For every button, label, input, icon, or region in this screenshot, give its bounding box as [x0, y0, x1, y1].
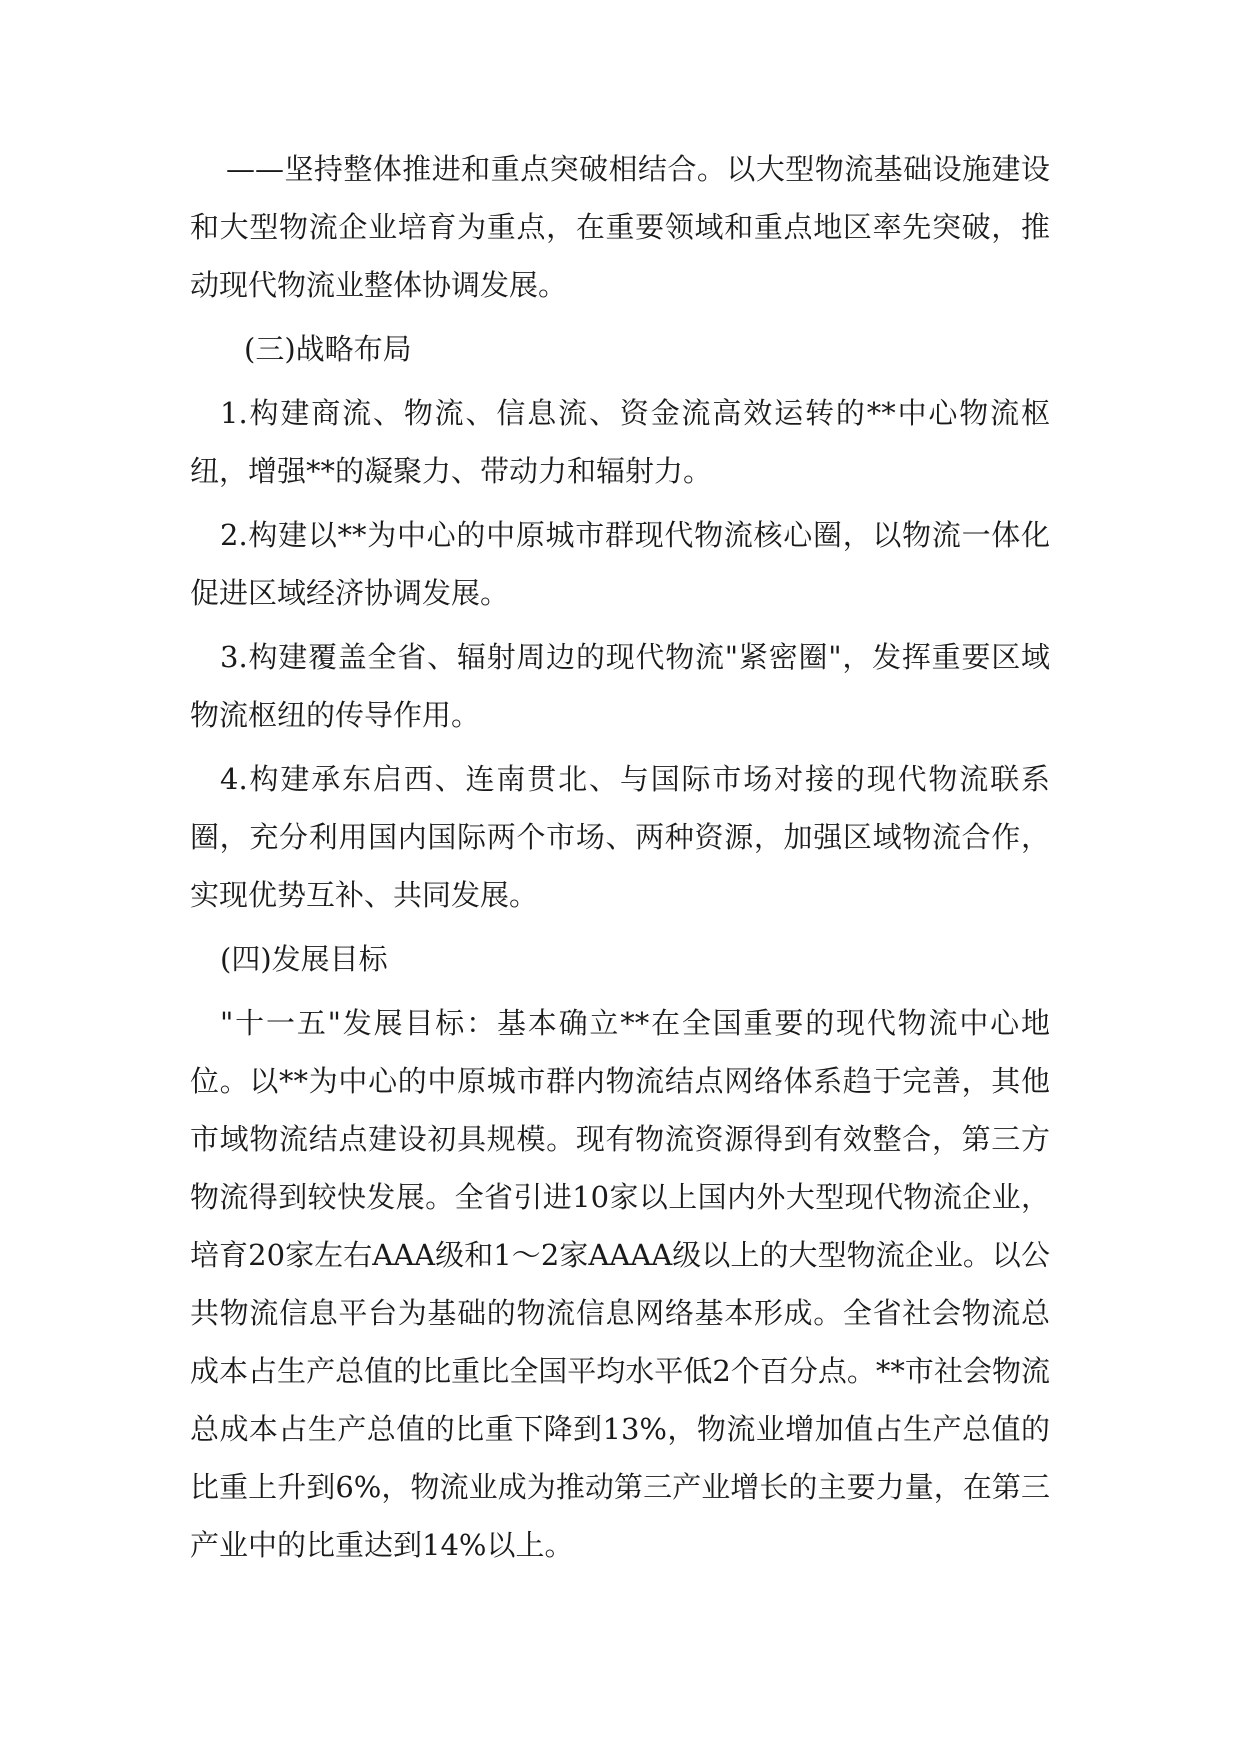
section-heading-strategic-layout: (三)战略布局 [244, 332, 412, 366]
list-item-3: 3.构建覆盖全省、辐射周边的现代物流"紧密圈"，发挥重要区域物流枢纽的传导作用。 [190, 640, 1050, 732]
paragraph-development-goals: "十一五"发展目标：基本确立**在全国重要的现代物流中心地位。以**为中心的中原城市群内物流结点网络体系趋于完善，其他市域物流结点建设初具规模。现有物流资源得到有效整合，第三方物流得到较快发展。全省引进10家以上国内外大型现代物流企业，培育20家左右AAA级和1～2家AAAA级以上的大型物流企业。以公共物流信息平台为基础的物流信息网络基本形成。全省社会物流总成本占生产总值的比重比全国平均水平低2个百分点。**市社会物流总成本占生产总值的比重下降到13%，物流业增加值占生产总值的比重上升到6%，物流业成为推动第三产业增长的主要力量，在第三产业中的比重达到14%以上。 [190, 1006, 1050, 1562]
document-body [190, 140, 1050, 1580]
list-item-2: 2.构建以**为中心的中原城市群现代物流核心圈，以物流一体化促进区域经济协调发展。 [190, 518, 1050, 610]
paragraph-overall-advance: ——坚持整体推进和重点突破相结合。以大型物流基础设施建设和大型物流企业培育为重点，在重要领域和重点地区率先突破，推动现代物流业整体协调发展。 [190, 152, 1050, 302]
section-heading-development-goals: (四)发展目标 [220, 942, 388, 976]
list-item-1: 1.构建商流、物流、信息流、资金流高效运转的**中心物流枢纽，增强**的凝聚力、带动力和辐射力。 [190, 396, 1050, 488]
list-item-4: 4.构建承东启西、连南贯北、与国际市场对接的现代物流联系圈，充分利用国内国际两个市场、两种资源，加强区域物流合作，实现优势互补、共同发展。 [190, 762, 1050, 912]
